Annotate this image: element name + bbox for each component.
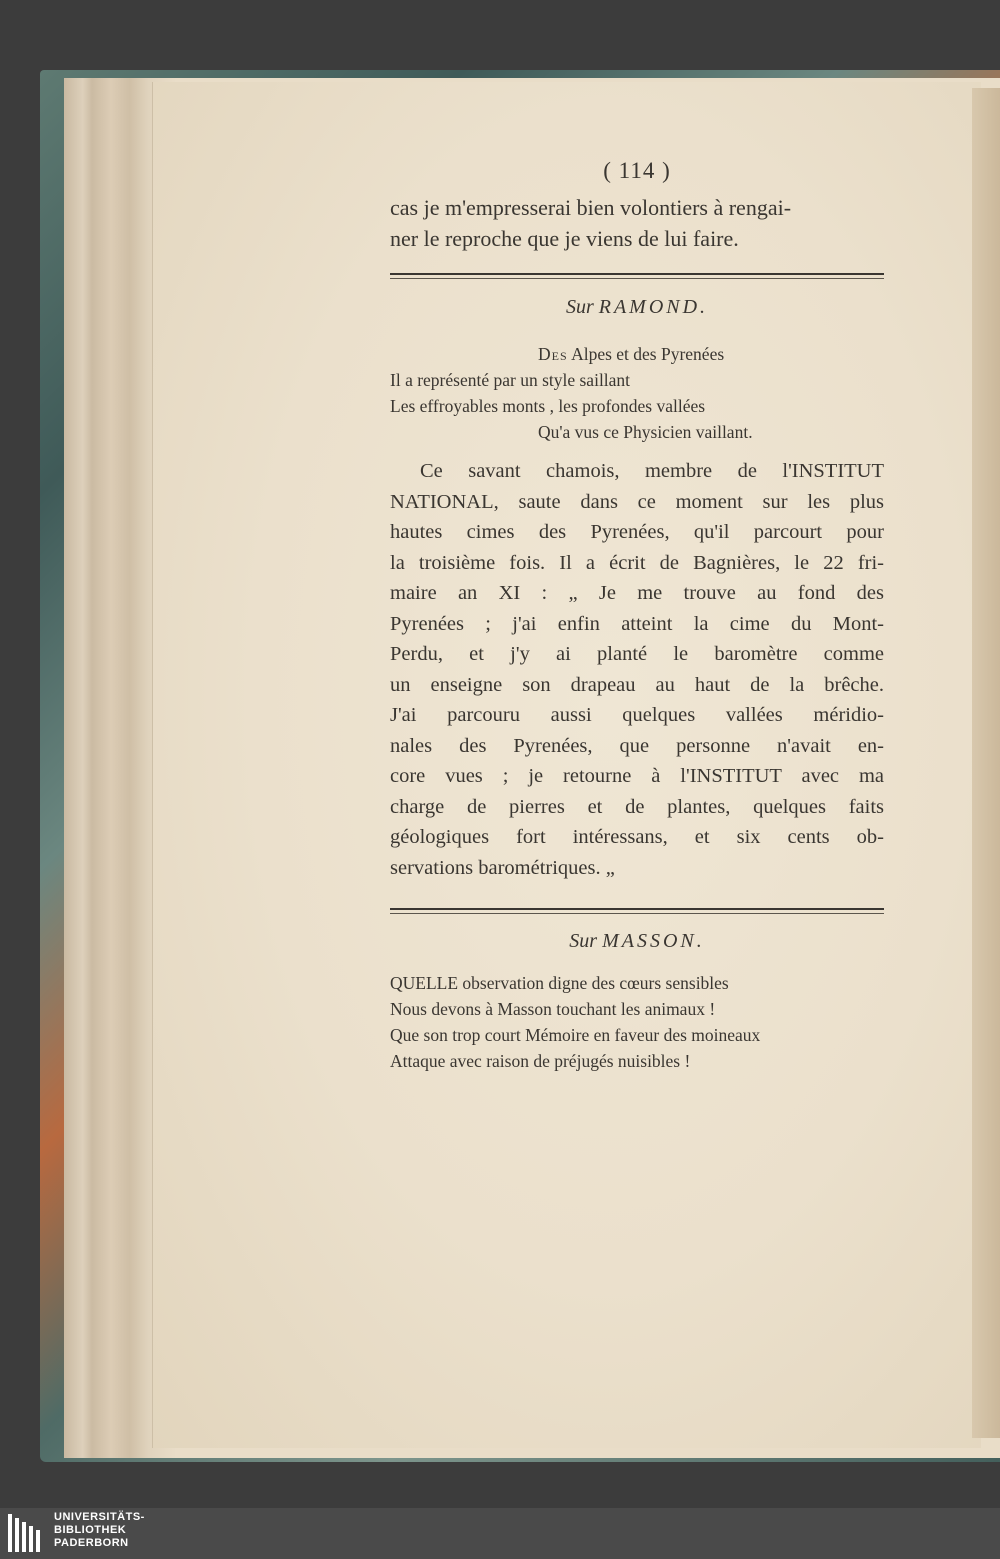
section-divider <box>390 273 884 275</box>
institution-line: PADERBORN <box>54 1537 129 1549</box>
prose-line: géologiques fort intéressans, et six cents ob- <box>390 826 884 848</box>
section-title-ramond <box>390 296 884 319</box>
adjacent-page-edge <box>972 88 1000 1438</box>
footer-bar <box>0 1508 1000 1559</box>
prose-line: core vues ; je retourne à l'INSTITUT avec ma <box>390 765 884 787</box>
prose-paragraph <box>390 456 884 883</box>
institution-line: BIBLIOTHEK <box>54 1524 127 1536</box>
prose-line: servations barométriques. „ <box>390 856 615 879</box>
prose-line: NATIONAL, saute dans ce moment sur les plus <box>390 490 884 513</box>
verse-line: Attaque avec raison de préjugés nuisibles ! <box>390 1051 691 1071</box>
section-divider <box>390 908 884 910</box>
carryover-line-2: ner le reproche que je viens de lui faire. <box>390 226 739 251</box>
verse-line: Qu'a vus ce Physicien vaillant. <box>538 422 753 442</box>
university-library-logo-icon <box>6 1512 46 1554</box>
prose-line: Pyrenées ; j'ai enfin atteint la cime du Mont- <box>390 612 884 635</box>
section-title-name: MASSON. <box>602 930 705 952</box>
institution-line: UNIVERSITÄTS- <box>54 1511 145 1523</box>
prose-line: un enseigne son drapeau au haut de la brêche. <box>390 673 884 696</box>
verse-line: QUELLE observation digne des cœurs sensibles <box>390 973 729 993</box>
verse-line: Que son trop court Mémoire en faveur des moineaux <box>390 1025 761 1045</box>
verse-line: Il a représenté par un style saillant <box>390 370 631 390</box>
verse-line: Les effroyables monts , les profondes vallées <box>390 396 706 416</box>
prose-line: nales des Pyrenées, que personne n'avait en- <box>390 734 884 757</box>
prose-line: hautes cimes des Pyrenées, qu'il parcourt pour <box>390 521 884 543</box>
section-title-name: RAMOND. <box>598 296 709 318</box>
prose-line: charge de pierres et de plantes, quelques faits <box>390 795 884 818</box>
page-number: ( 114 ) <box>603 158 671 183</box>
section-title-masson <box>390 930 884 953</box>
verse-line: Nous devons à Masson touchant les animaux ! <box>390 999 716 1019</box>
section-title-prefix: Sur <box>565 296 594 318</box>
verse-line <box>538 341 724 367</box>
verse-dropword: Des <box>538 344 568 364</box>
verse-text: Alpes et des Pyrenées <box>567 344 725 364</box>
prose-line: J'ai parcouru aussi quelques vallées méridio- <box>390 704 884 726</box>
prose-line: Ce savant chamois, membre de l'INSTITUT <box>420 460 884 482</box>
prose-line: maire an XI : „ Je me trouve au fond des <box>390 582 884 604</box>
carryover-line-1: cas je m'empresserai bien volontiers à rengai- <box>390 195 792 220</box>
prose-line: la troisième fois. Il a écrit de Bagnières, le 22 fri- <box>390 551 884 574</box>
institution-name <box>54 1511 145 1550</box>
section-title-prefix: Sur <box>569 930 598 952</box>
prose-line: Perdu, et j'y ai planté le baromètre comme <box>390 643 884 665</box>
